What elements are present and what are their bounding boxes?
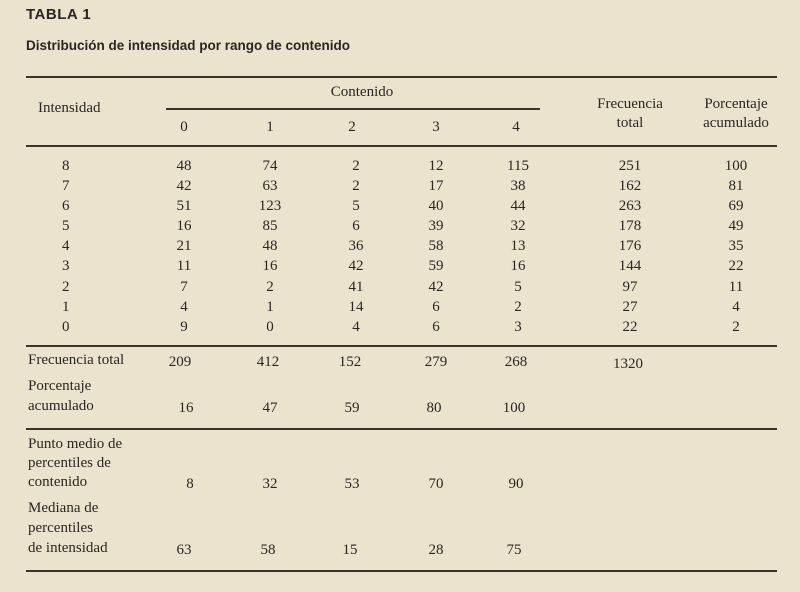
cell-c1: 1: [266, 299, 274, 315]
punto-medio-c0: 8: [186, 476, 194, 492]
row-intensidad: 8: [62, 158, 70, 174]
cell-porcentaje: 69: [728, 198, 744, 214]
cell-c4: 16: [510, 258, 526, 274]
mediana-c2: 15: [342, 542, 358, 558]
frecuencia-total-grand: 1320: [613, 356, 643, 372]
header-col-4: 4: [512, 119, 520, 135]
stats-rule: [26, 428, 777, 430]
porcentaje-acumulado-c3: 80: [426, 400, 442, 416]
cell-c0: 42: [176, 178, 192, 194]
cell-c4: 44: [510, 198, 526, 214]
cell-c1: 63: [262, 178, 278, 194]
porcentaje-acumulado-label-l1: Porcentaje: [28, 378, 92, 394]
cell-c0: 4: [180, 299, 188, 315]
punto-medio-c3: 70: [428, 476, 444, 492]
cell-porcentaje: 35: [728, 238, 744, 254]
cell-c1: 85: [262, 218, 278, 234]
table-label: TABLA 1: [26, 6, 92, 23]
row-intensidad: 5: [62, 218, 70, 234]
cell-frecuencia: 178: [618, 218, 642, 234]
cell-c0: 48: [176, 158, 192, 174]
cell-porcentaje: 11: [728, 279, 744, 295]
frecuencia-total-c1: 412: [256, 354, 280, 370]
punto-medio-c4: 90: [508, 476, 524, 492]
header-col-0: 0: [180, 119, 188, 135]
header-frecuencia-l1: Frecuencia: [597, 96, 663, 112]
cell-c0: 7: [180, 279, 188, 295]
cell-c1: 16: [262, 258, 278, 274]
cell-c2: 36: [348, 238, 364, 254]
header-porcentaje-l2: acumulado: [703, 115, 769, 131]
cell-frecuencia: 27: [622, 299, 638, 315]
cell-c2: 6: [352, 218, 360, 234]
cell-c2: 42: [348, 258, 364, 274]
cell-c4: 13: [510, 238, 526, 254]
cell-c0: 21: [176, 238, 192, 254]
frecuencia-total-c2: 152: [338, 354, 362, 370]
mediana-label-l3: de intensidad: [28, 540, 108, 556]
cell-porcentaje: 81: [728, 178, 744, 194]
body-rule: [26, 345, 777, 347]
header-col-3: 3: [432, 119, 440, 135]
cell-frecuencia: 162: [618, 178, 642, 194]
cell-porcentaje: 22: [728, 258, 744, 274]
header-intensidad: Intensidad: [38, 100, 101, 116]
row-intensidad: 7: [62, 178, 70, 194]
cell-c4: 2: [514, 299, 522, 315]
header-col-1: 1: [266, 119, 274, 135]
cell-c4: 3: [514, 319, 522, 335]
cell-c3: 59: [428, 258, 444, 274]
row-intensidad: 2: [62, 279, 70, 295]
porcentaje-acumulado-c0: 16: [178, 400, 194, 416]
header-frecuencia-l2: total: [616, 115, 644, 131]
bottom-rule: [26, 570, 777, 572]
porcentaje-acumulado-c4: 100: [502, 400, 526, 416]
header-porcentaje-l1: Porcentaje: [704, 96, 768, 112]
cell-c0: 16: [176, 218, 192, 234]
cell-c1: 0: [266, 319, 274, 335]
cell-c1: 2: [266, 279, 274, 295]
row-intensidad: 1: [62, 299, 70, 315]
mediana-c1: 58: [260, 542, 276, 558]
mediana-label-l1: Mediana de: [28, 500, 99, 516]
cell-c4: 38: [510, 178, 526, 194]
mediana-c0: 63: [176, 542, 192, 558]
mediana-c4: 75: [506, 542, 522, 558]
cell-c3: 42: [428, 279, 444, 295]
cell-c3: 58: [428, 238, 444, 254]
header-contenido: Contenido: [330, 84, 394, 100]
cell-c3: 6: [432, 299, 440, 315]
row-intensidad: 4: [62, 238, 70, 254]
porcentaje-acumulado-c1: 47: [262, 400, 278, 416]
punto-medio-c2: 53: [344, 476, 360, 492]
cell-frecuencia: 144: [618, 258, 642, 274]
cell-porcentaje: 4: [732, 299, 740, 315]
cell-c4: 5: [514, 279, 522, 295]
cell-c3: 12: [428, 158, 444, 174]
frecuencia-total-c4: 268: [504, 354, 528, 370]
frecuencia-total-c0: 209: [168, 354, 192, 370]
cell-c3: 40: [428, 198, 444, 214]
cell-c0: 9: [180, 319, 188, 335]
top-rule: [26, 76, 777, 78]
cell-c4: 32: [510, 218, 526, 234]
cell-c1: 123: [258, 198, 282, 214]
cell-c2: 5: [352, 198, 360, 214]
cell-c2: 2: [352, 178, 360, 194]
row-intensidad: 0: [62, 319, 70, 335]
cell-frecuencia: 251: [618, 158, 642, 174]
cell-c1: 48: [262, 238, 278, 254]
cell-c1: 74: [262, 158, 278, 174]
cell-c0: 11: [176, 258, 192, 274]
header-rule: [26, 145, 777, 147]
cell-porcentaje: 49: [728, 218, 744, 234]
frecuencia-total-label: Frecuencia total: [28, 352, 125, 368]
punto-medio-label-l1: Punto medio de: [28, 436, 123, 452]
cell-frecuencia: 263: [618, 198, 642, 214]
cell-c0: 51: [176, 198, 192, 214]
punto-medio-label-l2: percentiles de: [28, 455, 111, 471]
cell-c3: 39: [428, 218, 444, 234]
porcentaje-acumulado-c2: 59: [344, 400, 360, 416]
table-caption: Distribución de intensidad por rango de contenido: [26, 38, 351, 53]
cell-c3: 17: [428, 178, 444, 194]
cell-c2: 41: [348, 279, 364, 295]
porcentaje-acumulado-label-l2: acumulado: [28, 398, 94, 414]
cell-c2: 4: [352, 319, 360, 335]
contenido-rule: [166, 108, 540, 110]
cell-c2: 14: [348, 299, 364, 315]
row-intensidad: 3: [62, 258, 70, 274]
punto-medio-label-l3: contenido: [28, 474, 88, 490]
cell-frecuencia: 22: [622, 319, 638, 335]
mediana-c3: 28: [428, 542, 444, 558]
cell-c2: 2: [352, 158, 360, 174]
frecuencia-total-c3: 279: [424, 354, 448, 370]
header-col-2: 2: [348, 119, 356, 135]
cell-c4: 115: [507, 158, 529, 174]
row-intensidad: 6: [62, 198, 70, 214]
mediana-label-l2: percentiles: [28, 520, 93, 536]
cell-porcentaje: 100: [724, 158, 748, 174]
cell-frecuencia: 176: [618, 238, 642, 254]
cell-frecuencia: 97: [622, 279, 638, 295]
cell-c3: 6: [432, 319, 440, 335]
punto-medio-c1: 32: [262, 476, 278, 492]
cell-porcentaje: 2: [732, 319, 740, 335]
